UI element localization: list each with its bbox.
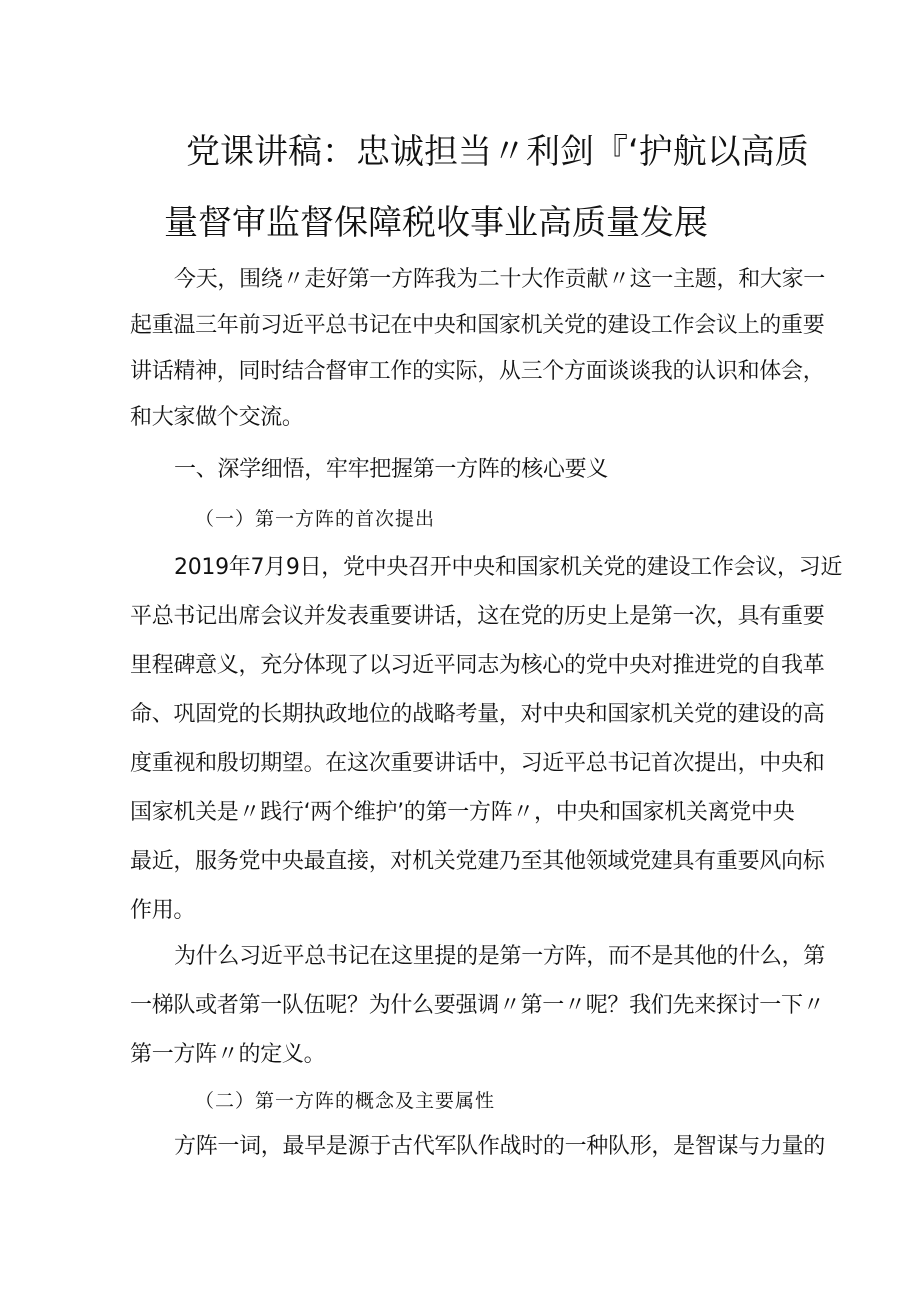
paragraph-line: 度重视和殷切期望。在这次重要讲话中，习近平总书记首次提出，中央和 [130,751,825,776]
paragraph-line: 为什么习近平总书记在这里提的是第一方阵，而不是其他的什么，第 [174,944,826,969]
paragraph-line: 方阵一词，最早是源于古代军队作战时的一种队形，是智谋与力量的 [174,1134,826,1159]
paragraph-line: 里程碑意义，充分体现了以习近平同志为核心的党中央对推进党的自我革 [130,653,825,678]
paragraph-line: 今天，围绕〃走好第一方阵我为二十大作贡献〃这一主题，和大家一 [174,267,826,292]
paragraph-line: 和大家做个交流。 [130,405,304,430]
subsection-heading: （二）第一方阵的概念及主要属性 [195,1090,496,1112]
paragraph-line: 2019年7月9日，党中央召开中央和国家机关党的建设工作会议，习近 [174,555,843,580]
paragraph-line: 一梯队或者第一队伍呢？为什么要强调〃第一〃呢？我们先来探讨一下〃 [130,993,825,1018]
subsection-heading: （一）第一方阵的首次提出 [195,508,436,530]
paragraph-line: 作用。 [130,898,196,923]
paragraph-line: 平总书记出席会议并发表重要讲话，这在党的历史上是第一次，具有重要 [130,604,825,629]
paragraph-line: 命、巩固党的长期执政地位的战略考量，对中央和国家机关党的建设的高 [130,702,825,727]
paragraph-line: 讲话精神，同时结合督审工作的实际，从三个方面谈谈我的认识和体会， [130,359,825,384]
paragraph-line: 国家机关是〃践行‘两个维护’的第一方阵〃，中央和国家机关离党中央 [130,800,795,825]
document-title-line-2: 量督审监督保障税收事业高质量发展 [164,203,708,243]
section-heading: 一、深学细悟，牢牢把握第一方阵的核心要义 [174,457,609,482]
document-title-line-1: 党课讲稿：忠诚担当〃利剑『‘护航以高质 [186,132,809,172]
paragraph-line: 第一方阵〃的定义。 [130,1042,326,1067]
paragraph-line: 起重温三年前习近平总书记在中央和国家机关党的建设工作会议上的重要 [130,313,825,338]
paragraph-line: 最近，服务党中央最直接，对机关党建乃至其他领域党建具有重要风向标 [130,849,825,874]
